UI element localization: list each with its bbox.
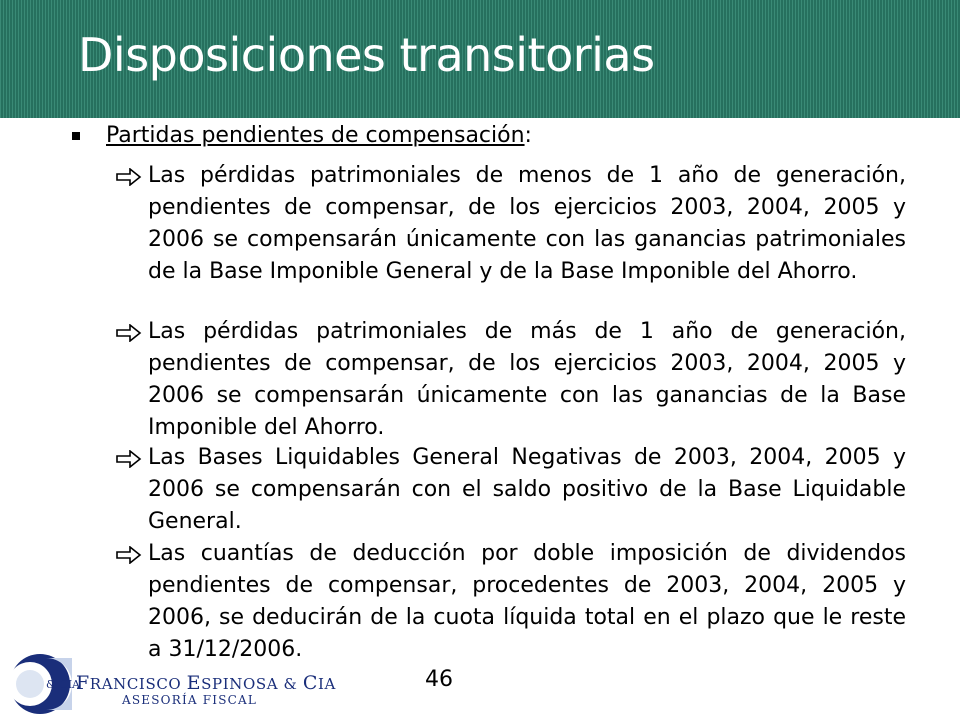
section-heading-label: Partidas pendientes de compensación — [106, 123, 525, 148]
hollow-arrow-icon — [116, 450, 142, 468]
logo-mark-text: & CIA — [46, 678, 80, 691]
slide-title: Disposiciones transitorias — [78, 28, 655, 82]
logo-subtitle: ASESORÍA FISCAL — [122, 693, 258, 707]
logo-name-part: SPINOSA & — [201, 675, 303, 693]
logo-name-initial: C — [302, 672, 319, 694]
list-item-text: Las pérdidas patrimoniales de más de 1 año de generación, pendientes de compensar, de los ejercicios 2003, 2004, 2005 y 2006 se compensarán únicamente con las ganancias de la Base Imponible del Ahorro. — [148, 319, 906, 440]
section-heading — [106, 120, 532, 152]
square-bullet-icon — [72, 132, 80, 140]
logo-name-initial: F — [76, 672, 90, 694]
logo-name-part: RANCISCO — [89, 675, 187, 693]
list-item-text: Las cuantías de deducción por doble imposición de dividendos pendientes de compensar, procedentes de 2003, 2004, 2005 y 2006, se deducirán de la cuota líquida total en el plazo que le reste a 31/12/2006. — [148, 541, 906, 662]
list-item-text: Las pérdidas patrimoniales de menos de 1 año de generación, pendientes de compensar, de los ejercicios 2003, 2004, 2005 y 2006 se compensarán únicamente con las ganancias patrimoniales de la Base Imponible General y de la Base Imponible del Ahorro. — [148, 163, 906, 284]
logo-name-initial: E — [186, 672, 202, 694]
hollow-arrow-icon — [116, 546, 142, 564]
logo-company-name — [76, 672, 336, 694]
section-heading-suffix: : — [524, 123, 532, 148]
logo-name-part: IA — [318, 675, 336, 693]
page-number: 46 — [425, 667, 453, 692]
hollow-arrow-icon — [116, 324, 142, 342]
list-item-text: Las Bases Liquidables General Negativas de 2003, 2004, 2005 y 2006 se compensarán con el saldo positivo de la Base Liquidable General. — [148, 445, 906, 534]
hollow-arrow-icon — [116, 168, 142, 186]
